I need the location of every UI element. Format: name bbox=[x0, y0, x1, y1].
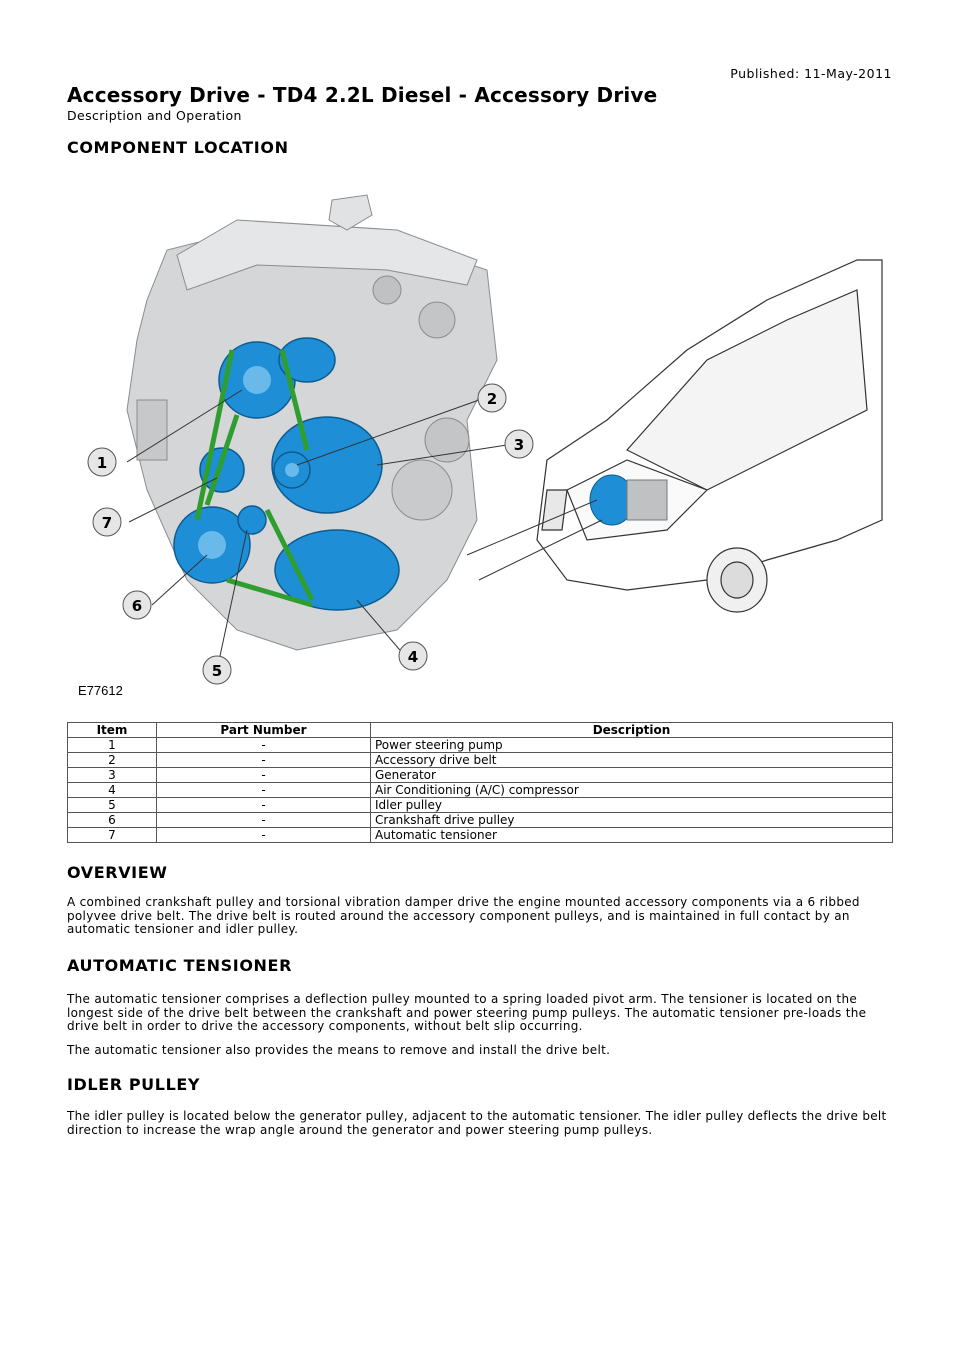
svg-text:7: 7 bbox=[101, 514, 113, 532]
figure-code: E77612 bbox=[78, 683, 123, 698]
table-row: 2 - Accessory drive belt bbox=[68, 753, 893, 768]
column-header-description: Description bbox=[371, 723, 893, 738]
idler-pulley bbox=[238, 506, 266, 534]
callout-7 bbox=[93, 508, 121, 536]
section-heading-idler-pulley: IDLER PULLEY bbox=[67, 1075, 201, 1094]
svg-text:1: 1 bbox=[96, 454, 108, 472]
engine-illustration bbox=[67, 160, 893, 705]
page-subtitle: Description and Operation bbox=[67, 108, 242, 123]
svg-text:3: 3 bbox=[513, 436, 525, 454]
component-location-figure bbox=[67, 160, 893, 705]
svg-text:2: 2 bbox=[486, 390, 498, 408]
vehicle-engine-inset bbox=[590, 475, 667, 525]
table-row: 1 - Power steering pump bbox=[68, 738, 893, 753]
vehicle-outline bbox=[537, 260, 882, 612]
callout-6 bbox=[123, 591, 151, 619]
table-row: 3 - Generator bbox=[68, 768, 893, 783]
callout-2 bbox=[478, 384, 506, 412]
table-row: 7 - Automatic tensioner bbox=[68, 828, 893, 843]
section-heading-overview: OVERVIEW bbox=[67, 863, 168, 882]
column-header-item: Item bbox=[68, 723, 157, 738]
svg-text:4: 4 bbox=[407, 648, 419, 666]
callout-1 bbox=[88, 448, 116, 476]
published-date: Published: 11-May-2011 bbox=[730, 66, 892, 81]
callout-3 bbox=[505, 430, 533, 458]
svg-text:5: 5 bbox=[211, 662, 223, 680]
parts-table bbox=[67, 722, 893, 843]
idler-pulley-paragraph: The idler pulley is located below the generator pulley, adjacent to the automatic tensioner. The idler pulley deflects the drive belt direction to increase the wrap angle around the generator and power steering pump pulleys. bbox=[67, 1109, 887, 1137]
page-title: Accessory Drive - TD4 2.2L Diesel - Accessory Drive bbox=[67, 83, 658, 107]
callout-5 bbox=[203, 656, 231, 684]
table-row: 4 - Air Conditioning (A/C) compressor bbox=[68, 783, 893, 798]
svg-text:6: 6 bbox=[131, 597, 143, 615]
overview-paragraph: A combined crankshaft pulley and torsional vibration damper drive the engine mounted accessory components via a 6 ribbed polyvee drive belt. The drive belt is routed around the accessory component pulleys, and is maintained in full contact by an automatic tensioner and idler pulley. bbox=[67, 895, 860, 936]
column-header-part-number: Part Number bbox=[157, 723, 371, 738]
section-heading-automatic-tensioner: AUTOMATIC TENSIONER bbox=[67, 956, 292, 975]
callout-4 bbox=[399, 642, 427, 670]
table-row: 6 - Crankshaft drive pulley bbox=[68, 813, 893, 828]
table-row: 5 - Idler pulley bbox=[68, 798, 893, 813]
automatic-tensioner-paragraph-1: The automatic tensioner comprises a deflection pulley mounted to a spring loaded pivot arm. The tensioner is located on the longest side of the drive belt between the crankshaft and power steering pump pulleys. The automatic tensioner pre-loads the drive belt in order to drive the accessory components, without belt slip occurring. bbox=[67, 992, 867, 1033]
section-heading-component-location: COMPONENT LOCATION bbox=[67, 138, 289, 157]
table-header-row bbox=[68, 723, 893, 738]
automatic-tensioner-paragraph-2: The automatic tensioner also provides the means to remove and install the drive belt. bbox=[67, 1043, 611, 1057]
